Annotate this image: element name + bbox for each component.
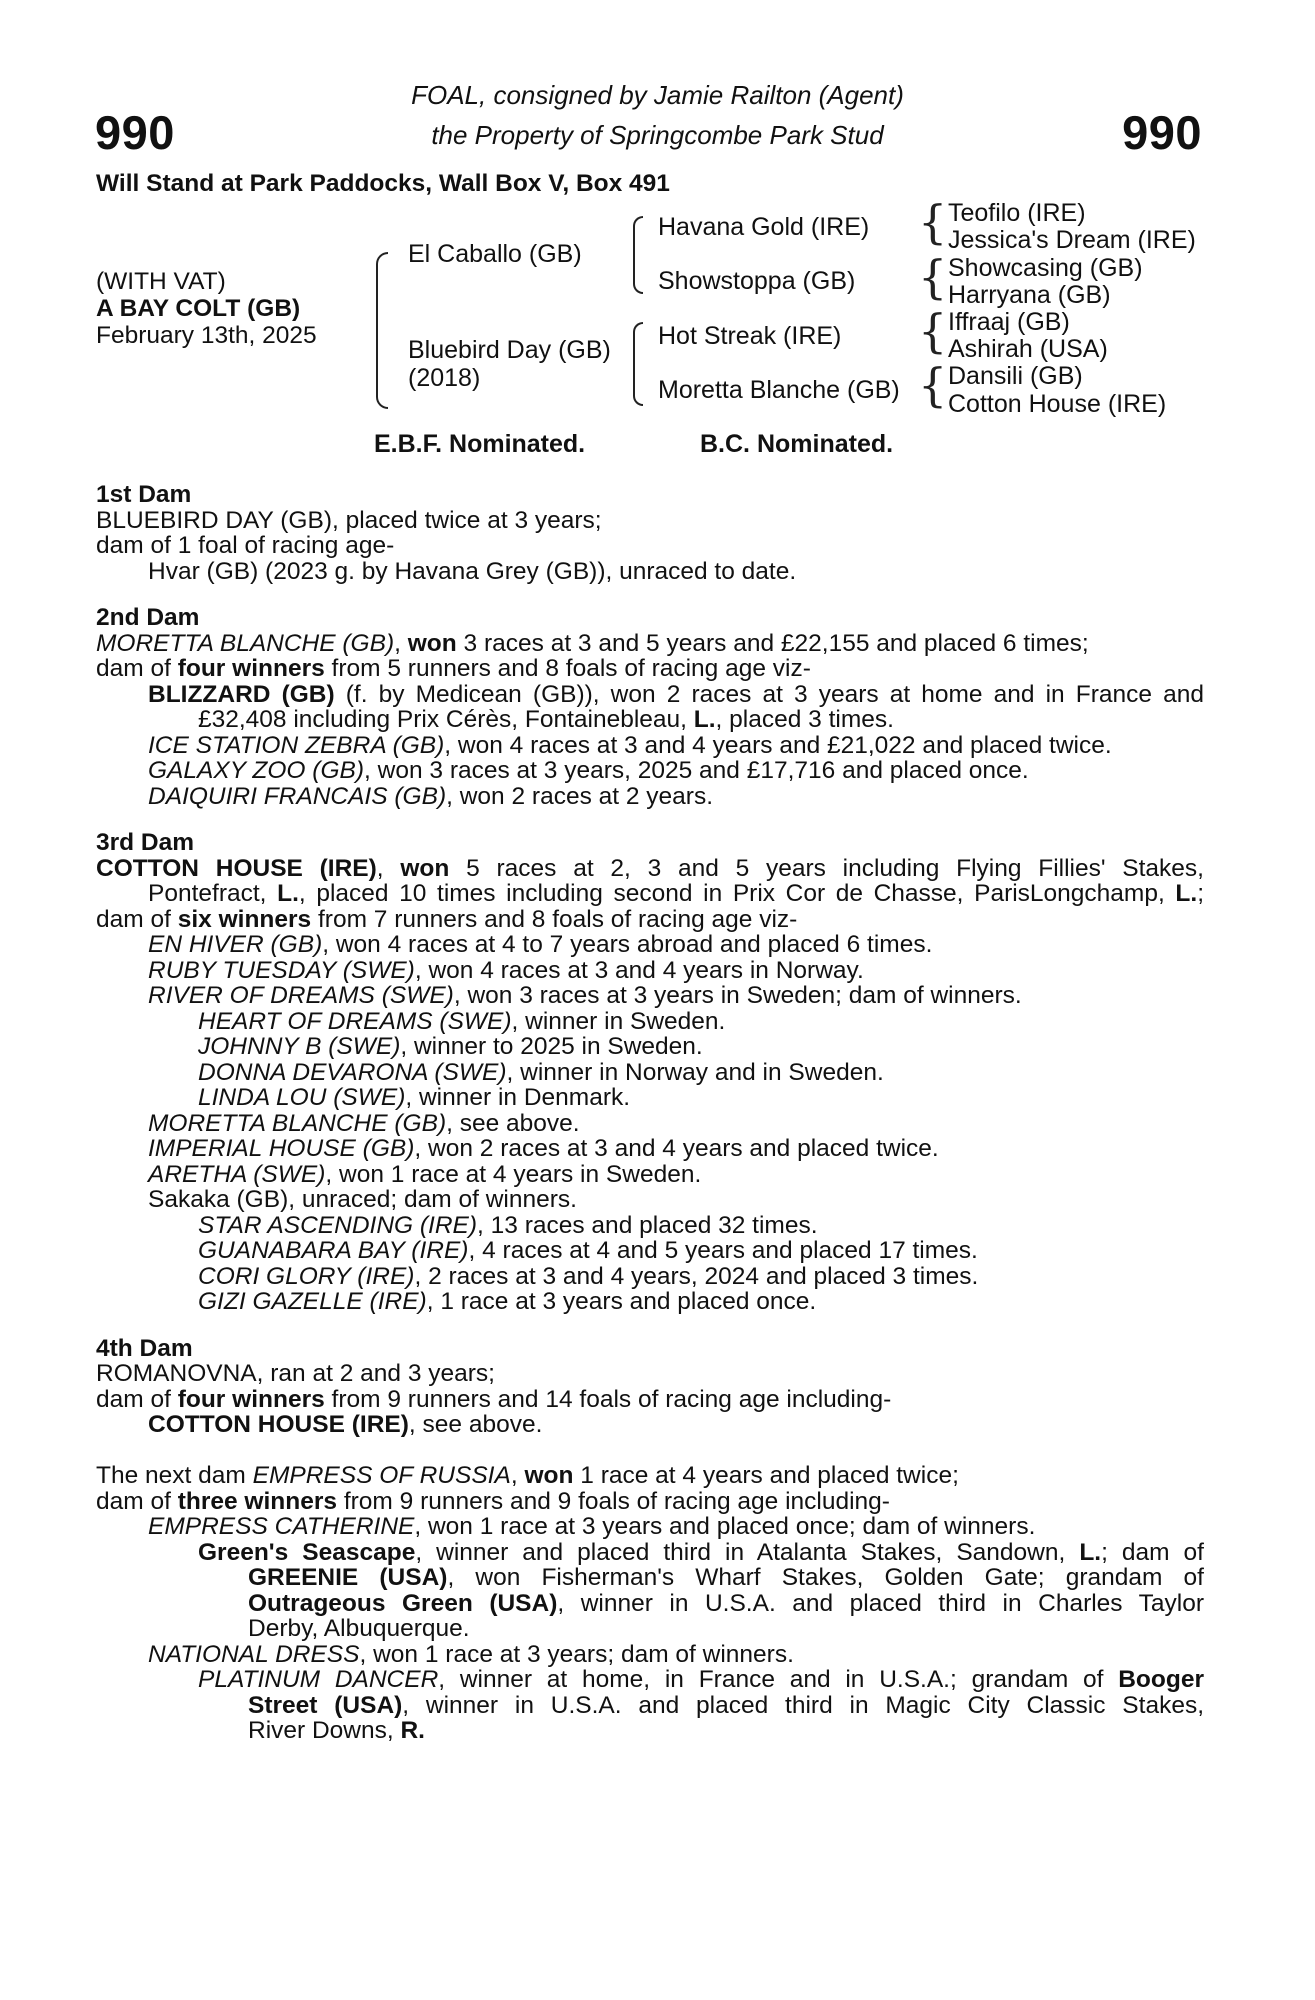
pedigree-dam-dam: Moretta Blanche (GB) (658, 376, 900, 404)
next-dam-grandproduce-cont: Street (USA), winner in U.S.A. and placed third in Magic City Classic Stakes, (248, 1691, 1204, 1719)
third-dam-grandproduce: JOHNNY B (SWE), winner to 2025 in Sweden. (198, 1033, 703, 1060)
second-dam-produce-cont: £32,408 including Prix Cérès, Fontainebleau, L., placed 3 times. (198, 706, 894, 733)
vat-note: (WITH VAT) (96, 268, 226, 295)
third-dam-grandproduce: HEART OF DREAMS (SWE), winner in Sweden. (198, 1007, 726, 1035)
third-dam-produce: EN HIVER (GB), won 4 races at 4 to 7 years abroad and placed 6 times. (148, 931, 933, 958)
horse-header (96, 268, 317, 349)
property-line: the Property of Springcombe Park Stud (431, 120, 884, 150)
fourth-dam-line: ROMANOVNA, ran at 2 and 3 years; (96, 1360, 495, 1387)
next-dam-produce: EMPRESS CATHERINE, won 1 race at 3 years and placed once; dam of winners. (148, 1513, 1036, 1540)
pedigree-bracket-sire (633, 216, 643, 294)
pedigree-brace-1: { (918, 195, 948, 249)
third-dam-line: Pontefract, L., placed 10 times including second in Prix Cor de Chasse, ParisLongchamp, L.; (148, 880, 1204, 907)
third-dam-produce: Sakaka (GB), unraced; dam of winners. (148, 1186, 577, 1213)
fourth-dam-line: dam of four winners from 9 runners and 14 foals of racing age including- (96, 1385, 892, 1413)
second-dam-produce: DAIQUIRI FRANCAIS (GB), won 2 races at 2 years. (148, 782, 714, 810)
first-dam-title: 1st Dam (96, 481, 192, 508)
pedigree-sd-sire: Showcasing (GB) (948, 254, 1143, 282)
pedigree-ss-dam: Jessica's Dream (IRE) (948, 226, 1196, 254)
second-dam-line: dam of four winners from 5 runners and 8 foals of racing age viz- (96, 655, 811, 682)
next-dam-grandproduce-cont: GREENIE (USA), won Fisherman's Wharf Stakes, Golden Gate; grandam of (248, 1564, 1204, 1591)
second-dam-produce: GALAXY ZOO (GB), won 3 races at 3 years, 2025 and £17,716 and placed once. (148, 757, 1029, 784)
next-dam-produce: NATIONAL DRESS, won 1 race at 3 years; dam of winners. (148, 1640, 794, 1668)
first-dam-produce: Hvar (GB) (2023 g. by Havana Grey (GB)), unraced to date. (148, 557, 797, 585)
pedigree-sire-dam: Showstoppa (GB) (658, 267, 856, 295)
third-dam-grandproduce: LINDA LOU (SWE), winner in Denmark. (198, 1084, 631, 1111)
fourth-dam-produce: COTTON HOUSE (IRE), see above. (148, 1411, 543, 1438)
second-dam-produce: BLIZZARD (GB) (f. by Medicean (GB)), won 2 races at 3 years at home and in France and (148, 680, 1204, 708)
horse-description: A BAY COLT (GB) (96, 295, 301, 322)
lot-number-left: 990 (95, 106, 175, 159)
third-dam-produce: MORETTA BLANCHE (GB), see above. (148, 1109, 580, 1137)
third-dam-produce: RIVER OF DREAMS (SWE), won 3 races at 3 years in Sweden; dam of winners. (148, 982, 1022, 1009)
next-dam-grandproduce: Green's Seascape, winner and placed third in Atalanta Stakes, Sandown, L.; dam of (198, 1538, 1204, 1566)
third-dam-grandproduce: CORI GLORY (IRE), 2 races at 3 and 4 years, 2024 and placed 3 times. (198, 1262, 979, 1290)
third-dam-produce: IMPERIAL HOUSE (GB), won 2 races at 3 and 4 years and placed twice. (148, 1135, 939, 1162)
pedigree-ds-sire: Iffraaj (GB) (948, 308, 1070, 336)
stand-line: Will Stand at Park Paddocks, Wall Box V, Box 491 (96, 170, 670, 197)
first-dam-line: BLUEBIRD DAY (GB), placed twice at 3 years; (96, 506, 602, 534)
next-dam-grandproduce: PLATINUM DANCER, winner at home, in France and in U.S.A.; grandam of Booger (198, 1666, 1204, 1693)
first-dam-line: dam of 1 foal of racing age- (96, 532, 395, 559)
next-dam-grandproduce-cont: River Downs, R. (248, 1717, 425, 1744)
third-dam-grandproduce: GIZI GAZELLE (IRE), 1 race at 3 years and placed once. (198, 1288, 817, 1315)
horse-name: BLIZZARD (GB) (148, 680, 335, 708)
third-dam-produce: ARETHA (SWE), won 1 race at 4 years in Sweden. (148, 1160, 702, 1188)
horse-name: MORETTA BLANCHE (GB) (96, 629, 395, 657)
bc-nominated: B.C. Nominated. (700, 430, 894, 458)
second-dam-title: 2nd Dam (96, 604, 200, 631)
third-dam-grandproduce: DONNA DEVARONA (SWE), winner in Norway and in Sweden. (198, 1058, 884, 1086)
pedigree-ss-sire: Teofilo (IRE) (948, 199, 1086, 227)
pedigree-brace-3: { (918, 304, 948, 358)
fourth-dam-title: 4th Dam (96, 1334, 193, 1362)
pedigree-brace-4: { (918, 358, 948, 412)
pedigree-dd-dam: Cotton House (IRE) (948, 390, 1167, 418)
third-dam-title: 3rd Dam (96, 829, 195, 856)
consignor-line: FOAL, consigned by Jamie Railton (Agent) (411, 80, 904, 110)
pedigree-dam: Bluebird Day (GB) (408, 336, 611, 364)
pedigree-dam-sire: Hot Streak (IRE) (658, 322, 842, 350)
second-dam-line: MORETTA BLANCHE (GB), won 3 races at 3 and 5 years and £22,155 and placed 6 times; (96, 629, 1089, 657)
pedigree-sd-dam: Harryana (GB) (948, 281, 1111, 309)
third-dam-produce: RUBY TUESDAY (SWE), won 4 races at 3 and 4 years in Norway. (148, 956, 864, 984)
third-dam-line: COTTON HOUSE (IRE), won 5 races at 2, 3 and 5 years including Flying Fillies' Stakes, (96, 854, 1204, 882)
pedigree-brace-2: { (918, 250, 948, 304)
pedigree-dam-year: (2018) (408, 364, 481, 392)
third-dam-grandproduce: GUANABARA BAY (IRE), 4 races at 4 and 5 years and placed 17 times. (198, 1237, 978, 1264)
third-dam-grandproduce: STAR ASCENDING (IRE), 13 races and placed 32 times. (198, 1211, 818, 1239)
pedigree-bracket-dam (633, 322, 643, 406)
third-dam-line: dam of six winners from 7 runners and 8 foals of racing age viz- (96, 905, 798, 933)
next-dam-grandproduce-cont: Derby, Albuquerque. (248, 1615, 470, 1642)
lot-number-right: 990 (1122, 106, 1202, 159)
pedigree-sire-sire: Havana Gold (IRE) (658, 213, 870, 241)
next-dam-grandproduce-cont: Outrageous Green (USA), winner in U.S.A. and placed third in Charles Taylor (248, 1589, 1204, 1617)
pedigree-bracket-main (376, 252, 388, 409)
catalogue-body (96, 482, 1204, 1744)
pedigree-ds-dam: Ashirah (USA) (948, 335, 1108, 363)
ebf-nominated: E.B.F. Nominated. (374, 430, 586, 458)
next-dam-line: The next dam EMPRESS OF RUSSIA, won 1 race at 4 years and placed twice; (96, 1462, 959, 1489)
second-dam-produce: ICE STATION ZEBRA (GB), won 4 races at 3 and 4 years and £21,022 and placed twice. (148, 731, 1112, 759)
pedigree-dd-sire: Dansili (GB) (948, 362, 1083, 390)
pedigree-sire: El Caballo (GB) (408, 240, 582, 268)
next-dam-line: dam of three winners from 9 runners and 9 foals of racing age including- (96, 1487, 890, 1515)
foaling-date: February 13th, 2025 (96, 322, 317, 349)
